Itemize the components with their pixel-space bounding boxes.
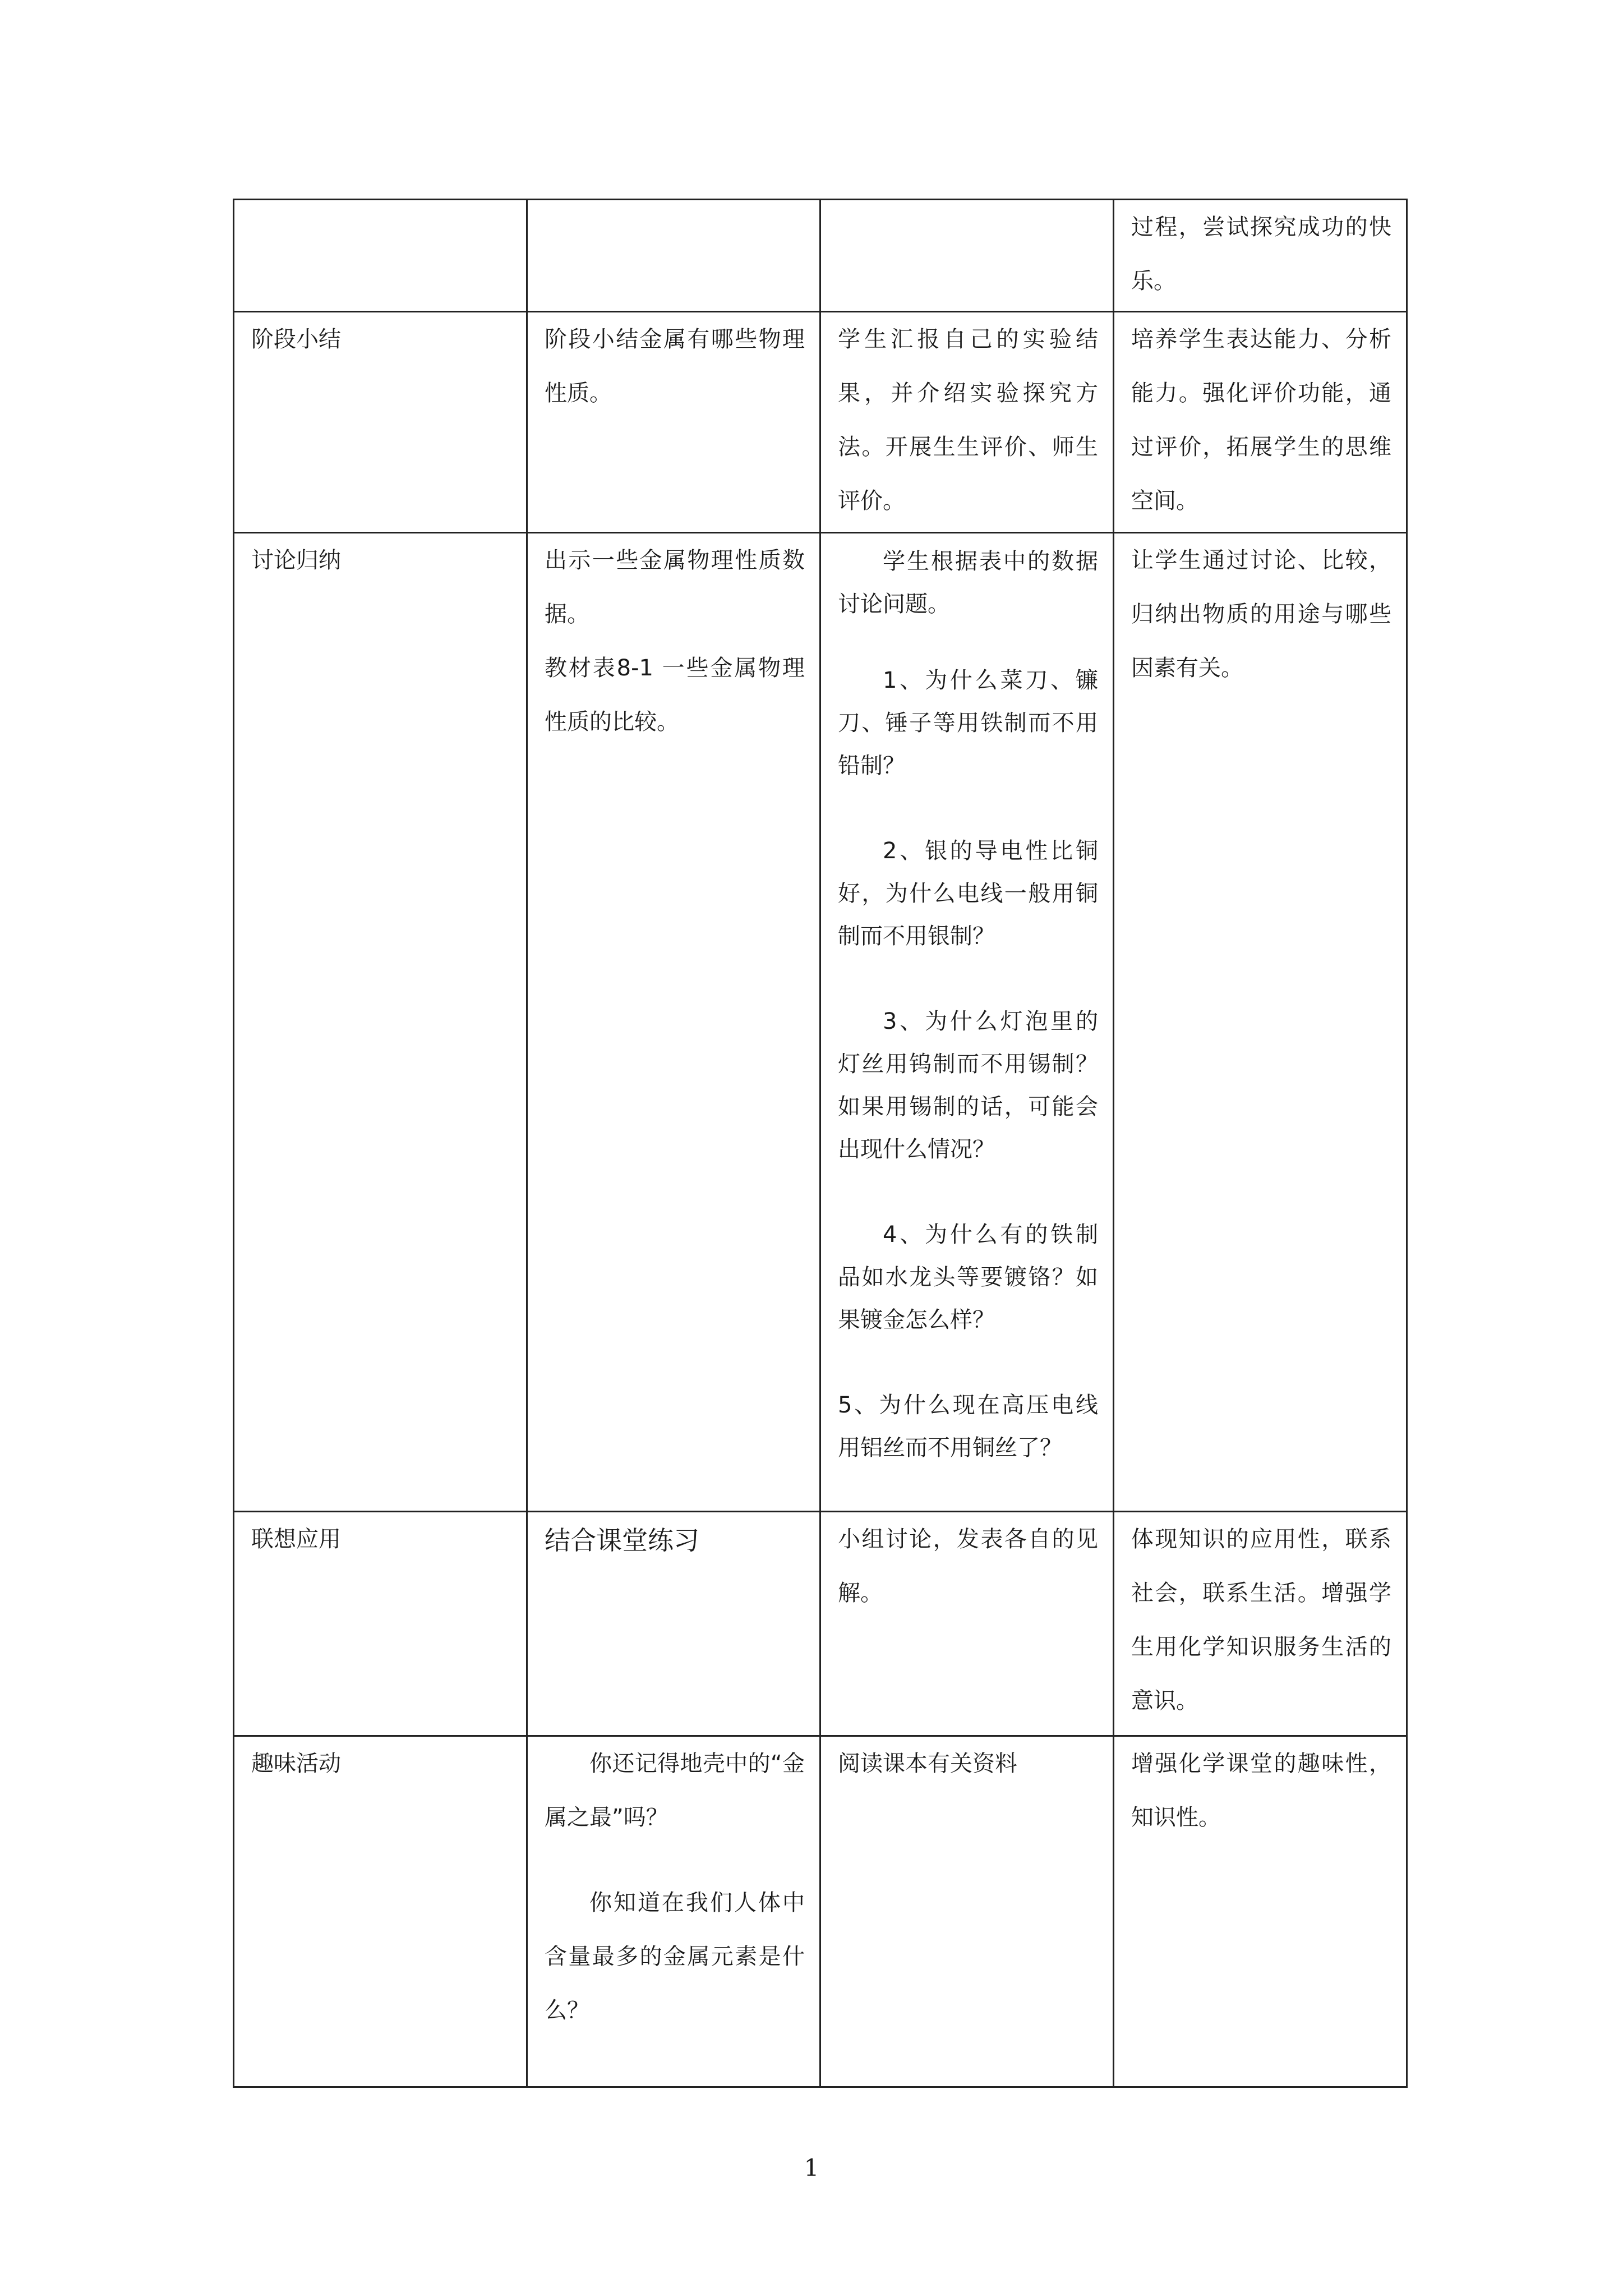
teacher-text: 结合课堂练习 — [545, 1525, 699, 1556]
student-activity-cell — [820, 533, 1114, 1512]
intent-text: 增强化学课堂的趣味性，知识性。 — [1131, 1751, 1391, 1830]
stage-cell — [234, 312, 527, 533]
table-row — [234, 312, 1407, 533]
discussion-question: 3、为什么灯泡里的灯丝用钨制而不用锡制？如果用锡制的话，可能会出现什么情况？ — [838, 1009, 1098, 1162]
student-activity-cell — [820, 1512, 1114, 1736]
teacher-activity-cell — [527, 533, 820, 1512]
stage-label: 联想应用 — [251, 1526, 341, 1552]
teacher-activity-cell — [527, 1512, 820, 1736]
teacher-activity-cell — [527, 312, 820, 533]
student-activity-cell — [820, 200, 1114, 312]
student-activity-cell — [820, 1736, 1114, 2087]
stage-cell — [234, 200, 527, 312]
stage-label: 趣味活动 — [251, 1751, 341, 1777]
design-intent-cell — [1114, 1512, 1407, 1736]
design-intent-cell — [1114, 312, 1407, 533]
student-text: 小组讨论，发表各自的见解。 — [838, 1526, 1098, 1606]
table-row — [234, 200, 1407, 312]
intent-text: 体现知识的应用性，联系社会，联系生活。增强学生用化学知识服务生活的意识。 — [1131, 1526, 1391, 1714]
teacher-text: 你知道在我们人体中含量最多的金属元素是什么？ — [545, 1890, 805, 2023]
lesson-plan-table — [233, 199, 1408, 2088]
stage-cell — [234, 1736, 527, 2087]
teacher-text: 出示一些金属物理性质数据。 — [545, 547, 805, 627]
teacher-text: 你还记得地壳中的“金属之最”吗？ — [545, 1751, 805, 1830]
page-number: 1 — [804, 2154, 819, 2182]
student-text: 阅读课本有关资料 — [838, 1751, 1017, 1777]
teacher-text: 阶段小结金属有哪些物理性质。 — [545, 326, 805, 406]
table-row — [234, 1736, 1407, 2087]
design-intent-cell — [1114, 1736, 1407, 2087]
intent-text: 过程，尝试探究成功的快乐。 — [1131, 214, 1391, 294]
teacher-activity-cell — [527, 200, 820, 312]
stage-label: 阶段小结 — [251, 326, 341, 352]
stage-cell — [234, 1512, 527, 1736]
teacher-activity-cell — [527, 1736, 820, 2087]
design-intent-cell — [1114, 533, 1407, 1512]
design-intent-cell — [1114, 200, 1407, 312]
table-row — [234, 1512, 1407, 1736]
teacher-text: 教材表8-1 一些金属物理性质的比较。 — [545, 655, 805, 735]
discussion-question: 2、银的导电性比铜好，为什么电线一般用铜制而不用银制？ — [838, 838, 1098, 949]
table-row — [234, 533, 1407, 1512]
stage-cell — [234, 533, 527, 1512]
discussion-question: 4、为什么有的铁制品如水龙头等要镀铬？如果镀金怎么样？ — [838, 1222, 1098, 1333]
student-text: 学生根据表中的数据讨论问题。 — [838, 549, 1098, 617]
intent-text: 让学生通过讨论、比较，归纳出物质的用途与哪些因素有关。 — [1131, 547, 1391, 681]
discussion-question: 1、为什么菜刀、镰刀、锤子等用铁制而不用铅制？ — [838, 668, 1098, 779]
discussion-question: 5、为什么现在高压电线用铝丝而不用铜丝了？ — [838, 1392, 1098, 1461]
student-text: 学生汇报自己的实验结果，并介绍实验探究方法。开展生生评价、师生评价。 — [838, 326, 1098, 514]
stage-label: 讨论归纳 — [251, 547, 341, 573]
student-activity-cell — [820, 312, 1114, 533]
intent-text: 培养学生表达能力、分析能力。强化评价功能，通过评价，拓展学生的思维空间。 — [1131, 326, 1391, 514]
